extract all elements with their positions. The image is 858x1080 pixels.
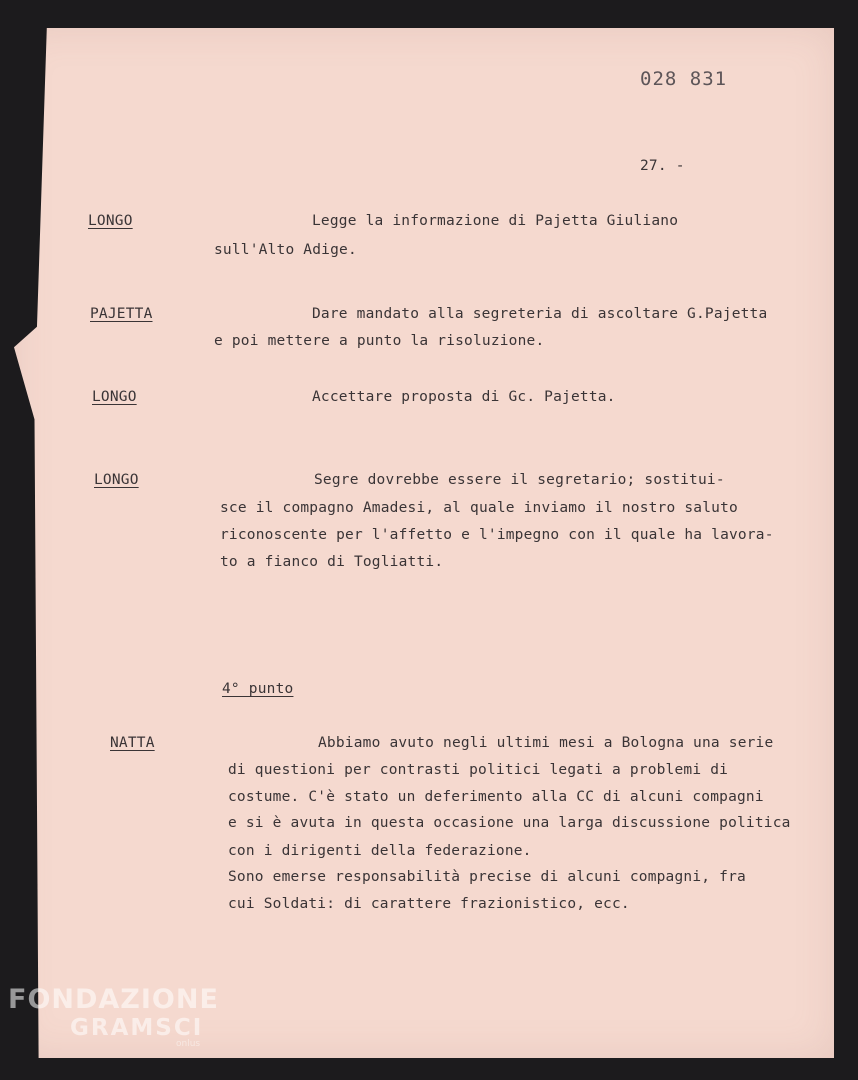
text-line: riconoscente per l'affetto e l'impegno con il quale ha lavora- bbox=[220, 527, 774, 543]
text-line: Dare mandato alla segreteria di ascoltare G.Pajetta bbox=[312, 306, 768, 322]
speaker-label: PAJETTA bbox=[90, 306, 153, 322]
page-number: 27. - bbox=[640, 158, 685, 174]
document-number: 028 831 bbox=[640, 68, 728, 90]
text-line: costume. C'è stato un deferimento alla CC di alcuni compagni bbox=[228, 789, 764, 805]
text-line: Abbiamo avuto negli ultimi mesi a Bologna una serie bbox=[318, 735, 774, 751]
watermark-line: FONDAZIONE bbox=[8, 984, 219, 1015]
text-line: Accettare proposta di Gc. Pajetta. bbox=[312, 389, 616, 405]
text-line: e poi mettere a punto la risoluzione. bbox=[214, 333, 545, 349]
speaker-label: NATTA bbox=[110, 735, 155, 751]
section-heading: 4° punto bbox=[222, 681, 294, 697]
text-line: Sono emerse responsabilità precise di alcuni compagni, fra bbox=[228, 869, 746, 885]
text-line: cui Soldati: di carattere frazionistico, ecc. bbox=[228, 896, 630, 912]
speaker-label: LONGO bbox=[92, 389, 137, 405]
text-line: e si è avuta in questa occasione una larga discussione politica bbox=[228, 815, 791, 831]
foundation-watermark bbox=[8, 986, 219, 1049]
text-line: Legge la informazione di Pajetta Giuliano bbox=[312, 213, 679, 229]
speaker-label: LONGO bbox=[88, 213, 133, 229]
text-line: to a fianco di Togliatti. bbox=[220, 554, 444, 570]
text-line: sull'Alto Adige. bbox=[214, 242, 357, 258]
text-line: Segre dovrebbe essere il segretario; sostitui- bbox=[314, 472, 725, 488]
text-line: sce il compagno Amadesi, al quale inviamo il nostro saluto bbox=[220, 500, 738, 516]
watermark-line: GRAMSCI bbox=[70, 1015, 204, 1041]
speaker-label: LONGO bbox=[94, 472, 139, 488]
text-line: di questioni per contrasti politici legati a problemi di bbox=[228, 762, 729, 778]
text-line: con i dirigenti della federazione. bbox=[228, 843, 532, 859]
watermark-line: onlus bbox=[176, 1039, 201, 1049]
